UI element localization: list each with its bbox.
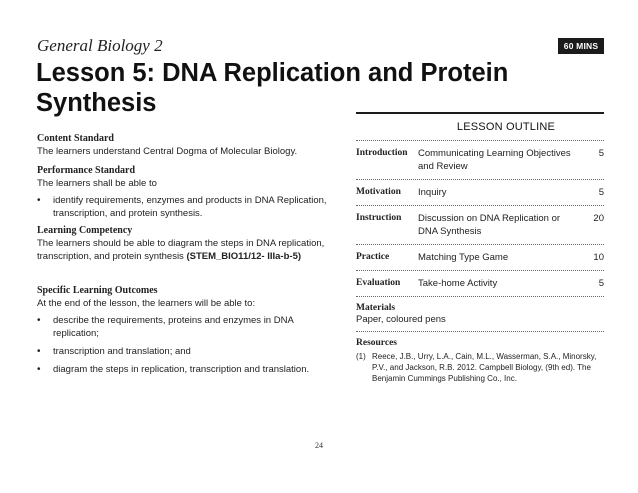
row-minutes: 20 (593, 213, 604, 224)
lesson-title: Lesson 5: DNA Replication and Protein Synthesis (36, 59, 509, 117)
outline-heading: LESSON OUTLINE (456, 121, 556, 133)
row-minutes: 5 (598, 148, 604, 159)
materials-heading: Materials (356, 303, 396, 313)
bullet-icon: • (37, 364, 41, 375)
bullet-icon: • (37, 346, 41, 357)
outline-row-introduction (356, 141, 604, 179)
row-label: Practice (356, 252, 390, 262)
row-minutes: 10 (593, 252, 604, 263)
row-minutes: 5 (598, 278, 604, 289)
resources-heading: Resources (356, 338, 397, 348)
outline-top-rule (356, 112, 604, 114)
duration-badge: 60 MINS (558, 38, 604, 54)
outline-row-motivation (356, 180, 604, 205)
list-item: • diagram the steps in replication, transcription and translation. (37, 364, 310, 375)
subject-label: General Biology 2 (37, 36, 163, 55)
row-minutes: 5 (598, 187, 604, 198)
outline-row-instruction (356, 206, 604, 244)
row-activity: Discussion on DNA Replication or DNA Synthesis (418, 213, 561, 237)
resource-item (356, 351, 604, 384)
resource-number: (1) (356, 352, 366, 361)
materials-section (356, 297, 604, 331)
row-label: Evaluation (356, 278, 401, 288)
bullet-icon: • (37, 315, 41, 326)
lesson-outline-panel (356, 112, 604, 389)
performance-standard-text: The learners shall be able to (37, 178, 157, 189)
list-item: • identify requirements, enzymes and products in DNA Replication, transcription, and protein synthesis. (37, 195, 327, 219)
specific-outcomes-list (37, 314, 337, 376)
row-activity: Inquiry (418, 187, 447, 198)
list-item: • describe the requirements, proteins and enzymes in DNA replication; (37, 315, 294, 339)
row-activity: Matching Type Game (418, 252, 509, 263)
content-standard-heading: Content Standard (37, 133, 114, 144)
outline-row-practice (356, 245, 604, 270)
content-standard-section (37, 133, 337, 158)
outline-row-evaluation (356, 271, 604, 296)
performance-standard-heading: Performance Standard (37, 165, 136, 176)
page-number: 24 (315, 441, 323, 450)
bullet-icon: • (37, 195, 41, 206)
competency-code: (STEM_BIO11/12- IIIa-b-5) (186, 251, 302, 262)
performance-standard-section (37, 165, 337, 220)
resources-section (356, 332, 604, 389)
learning-competency-section (37, 225, 337, 263)
learning-competency-heading: Learning Competency (37, 225, 133, 236)
standards-column (37, 133, 337, 381)
specific-outcomes-text: At the end of the lesson, the learners will be able to: (37, 298, 256, 309)
row-activity: Take-home Activity (418, 278, 498, 289)
specific-outcomes-section (37, 285, 337, 376)
resource-text: Reece, J.B., Urry, L.A., Cain, M.L., Wasserman, S.A., Minorsky, P.V., and Jackson, R.B. 2012. Campbell Biology, (9th ed). The Benjamin Cummings Publishing Co., Inc. (372, 352, 597, 383)
materials-text: Paper, coloured pens (356, 314, 446, 325)
list-item: • transcription and translation; and (37, 346, 191, 357)
performance-standard-list (37, 194, 337, 220)
learning-competency-text: The learners should be able to diagram the steps in DNA replication, transcription, and protein synthesis (STEM_BIO11/12- IIIa-b-5) (37, 238, 325, 262)
content-standard-text: The learners understand Central Dogma of Molecular Biology. (37, 146, 298, 157)
specific-outcomes-heading: Specific Learning Outcomes (37, 285, 158, 296)
row-activity: Communicating Learning Objectives and Review (418, 148, 571, 172)
row-label: Introduction (356, 148, 408, 158)
row-label: Motivation (356, 187, 401, 197)
row-label: Instruction (356, 213, 402, 223)
